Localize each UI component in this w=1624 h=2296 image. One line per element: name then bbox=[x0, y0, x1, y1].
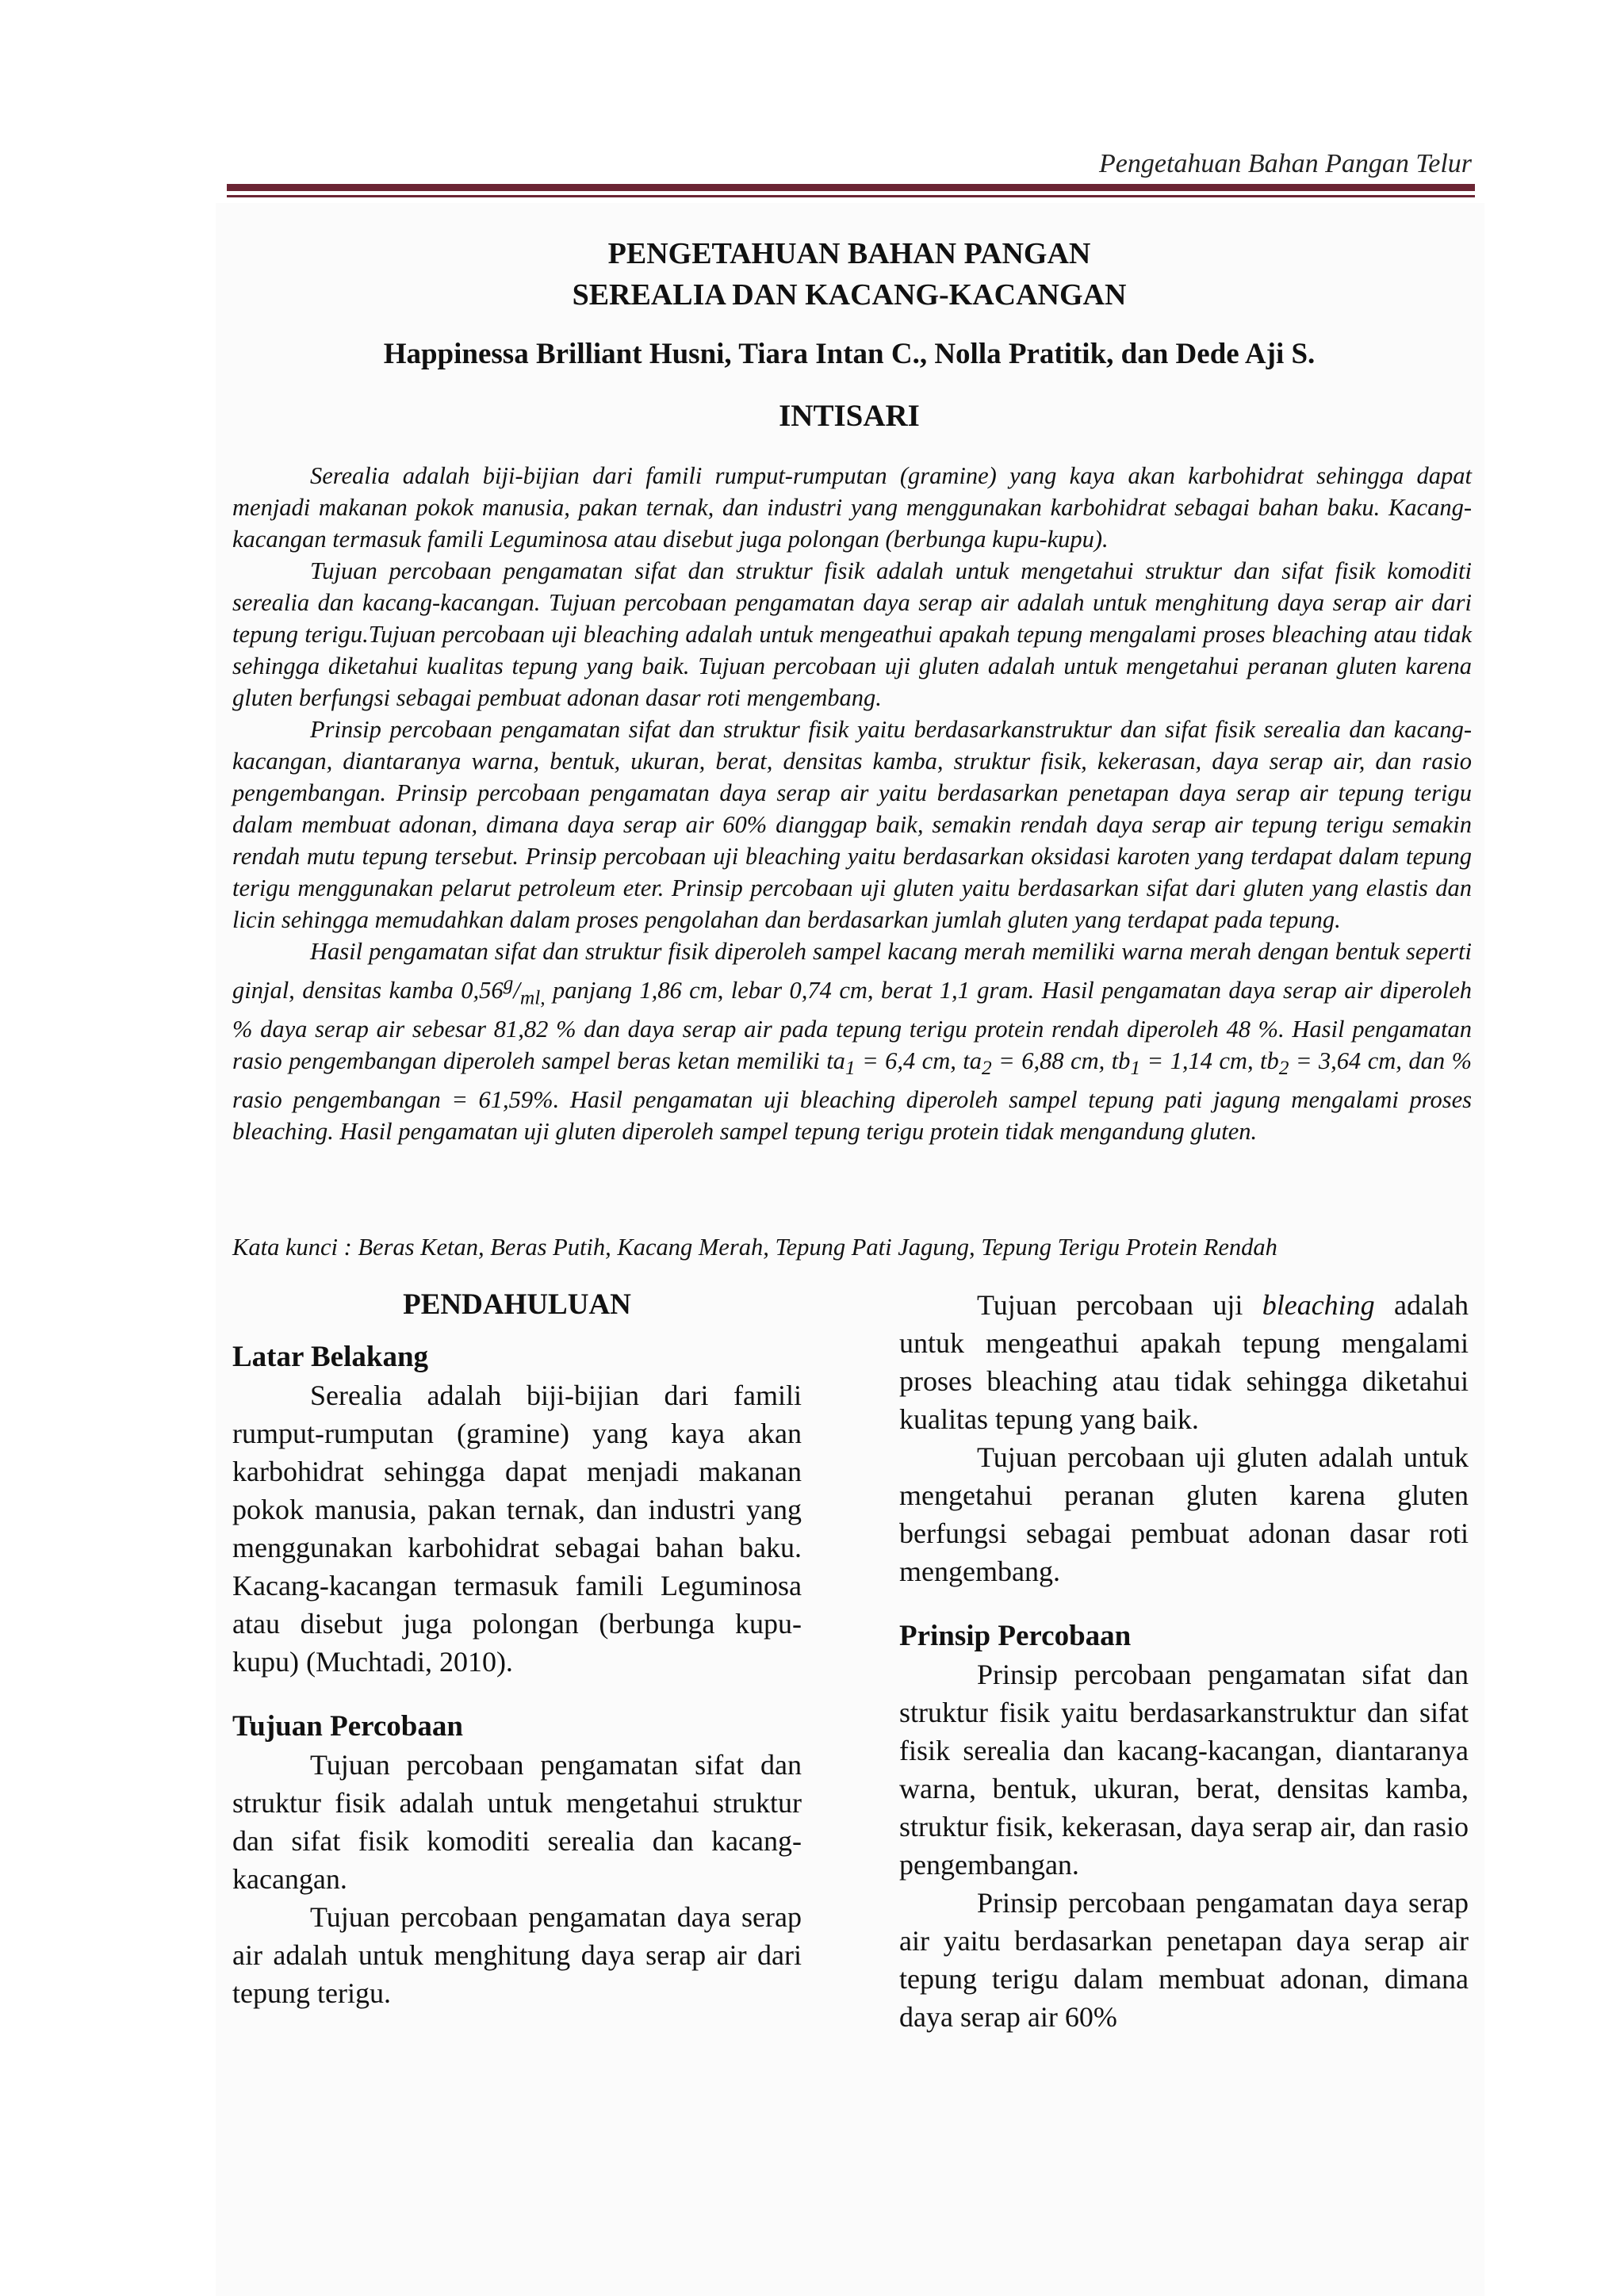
tujuan-gluten-paragraph: Tujuan percobaan uji gluten adalah untuk mengetahui peranan gluten karena gluten berfungsi sebagai pembuat adonan dasar roti mengembang. bbox=[899, 1441, 1469, 1587]
subscript: 1 bbox=[1130, 1057, 1141, 1080]
paper-title bbox=[227, 233, 1472, 316]
author-list: Happinessa Brilliant Husni, Tiara Intan C., Nolla Pratitik, dan Dede Aji S. bbox=[383, 338, 1316, 370]
abstract-p4-part: = 6,4 cm, ta bbox=[855, 1047, 982, 1075]
subheading-latar-belakang: Latar Belakang bbox=[232, 1341, 429, 1373]
abstract-paragraph-3: Prinsip percobaan pengamatan sifat dan struktur fisik yaitu berdasarkanstruktur dan sifat fisik serealia dan kacang-kacangan, diantaranya warna, bentuk, ukuran, berat, densitas kamba, struktur fisik, kekerasan, daya serap air, dan rasio pengembangan. Prinsip percobaan pengamatan daya serap air yaitu berdasarkan penetapan daya serap air tepung terigu dalam membuat adonan, dimana daya serap air 60% dianggap baik, semakin rendah daya serap air tepung terigu semakin rendah mutu tepung tersebut. Prinsip percobaan uji bleaching yaitu berdasarkan oksidasi karoten yang terdapat dalam tepung terigu menggunakan pelarut petroleum eter. Prinsip percobaan uji gluten yaitu berdasarkan sifat dari gluten yang elastis dan licin sehingga memudahkan dalam proses pengolahan dan berdasarkan jumlah gluten yang terdapat pada tepung. bbox=[232, 716, 1472, 933]
unit-subscript: ml, bbox=[519, 986, 546, 1009]
unit-superscript: g bbox=[503, 972, 514, 994]
header-rule-thin bbox=[227, 195, 1475, 197]
abstract-paragraph-1: Serealia adalah biji-bijian dari famili rumput-rumputan (gramine) yang kaya akan karbohidrat sehingga dapat menjadi makanan pokok manusia, pakan ternak, dan industri yang menggunakan karbohidrat sebagai bahan baku. Kacang-kacangan termasuk famili Leguminosa atau disebut juga polongan (berbunga kupu-kupu). bbox=[232, 462, 1472, 553]
keywords: Kata kunci : Beras Ketan, Beras Putih, Kacang Merah, Tepung Pati Jagung, Tepung Terigu Protein Rendah bbox=[232, 1234, 1277, 1261]
abstract-body bbox=[232, 460, 1472, 1147]
latar-belakang-paragraph: Serealia adalah biji-bijian dari famili rumput-rumputan (gramine) yang kaya akan karbohidrat sehingga dapat menjadi makanan pokok manusia, pakan ternak, dan industri yang menggunakan karbohidrat sebagai bahan baku. Kacang-kacangan termasuk famili Leguminosa atau disebut juga polongan (berbunga kupu-kupu) (Muchtadi, 2010). bbox=[232, 1380, 802, 1678]
abstract-p4-part: panjang 1,86 cm, lebar 0,74 cm, berat 1,1 gram. Hasil pengamatan daya serap air diperoleh % daya serap air sebesar 81,82 % dan daya serap air pada tepung terigu protein rendah diperoleh 48 %. Hasil pengamatan rasio pengembangan diperoleh sampel beras ketan memiliki ta bbox=[232, 977, 1472, 1075]
subscript: 1 bbox=[845, 1057, 856, 1080]
running-header: Pengetahuan Bahan Pangan Telur bbox=[1099, 149, 1472, 178]
tujuan-paragraph-1: Tujuan percobaan pengamatan sifat dan struktur fisik adalah untuk mengetahui struktur dan sifat fisik komoditi serealia dan kacang-kacangan. bbox=[232, 1749, 802, 1895]
bleaching-text: adalah untuk mengeathui apakah tepung mengalami proses bleaching atau tidak sehingga diketahui kualitas tepung yang baik. bbox=[899, 1289, 1469, 1435]
subscript: 2 bbox=[1278, 1057, 1289, 1080]
abstract-p4-part: = 3,64 cm, dan % rasio pengembangan = 61,59%. Hasil pengamatan uji bleaching diperoleh sampel tepung pati jagung mengalami proses bleaching. Hasil pengamatan uji gluten diperoleh sampel tepung terigu protein tidak mengandung gluten. bbox=[232, 1047, 1472, 1146]
abstract-p4-part: Hasil pengamatan sifat dan struktur fisik diperoleh sampel kacang merah memiliki warna merah dengan bentuk seperti ginjal, densitas kamba 0,56 bbox=[232, 938, 1472, 1004]
tujuan-bleaching-paragraph bbox=[899, 1286, 1469, 1438]
header-rule-thick bbox=[227, 184, 1475, 191]
title-line-1: PENGETAHUAN BAHAN PANGAN bbox=[607, 237, 1091, 270]
right-column bbox=[899, 1286, 1469, 2036]
spacer bbox=[899, 1590, 1469, 1617]
title-line-2: SEREALIA DAN KACANG-KACANGAN bbox=[572, 278, 1127, 312]
tujuan-paragraph-2: Tujuan percobaan pengamatan daya serap air adalah untuk menghitung daya serap air dari tepung terigu. bbox=[232, 1901, 802, 2009]
subscript: 2 bbox=[982, 1057, 992, 1080]
abstract-p4-part: = 1,14 cm, tb bbox=[1140, 1047, 1279, 1075]
left-column bbox=[232, 1286, 802, 2012]
subheading-tujuan-percobaan: Tujuan Percobaan bbox=[232, 1710, 463, 1743]
abstract-heading: INTISARI bbox=[779, 399, 920, 433]
spacer bbox=[232, 1324, 802, 1338]
prinsip-paragraph-1: Prinsip percobaan pengamatan sifat dan struktur fisik yaitu berdasarkanstruktur dan sifat fisik serealia dan kacang-kacangan, diantaranya warna, bentuk, ukuran, berat, densitas kamba, struktur fisik, kekerasan, daya serap air, dan rasio pengembangan. bbox=[899, 1659, 1469, 1881]
subheading-prinsip-percobaan: Prinsip Percobaan bbox=[899, 1620, 1132, 1652]
abstract-paragraph-4 bbox=[232, 936, 1472, 1147]
bleaching-text: Tujuan percobaan uji bbox=[977, 1289, 1262, 1321]
abstract-paragraph-2: Tujuan percobaan pengamatan sifat dan struktur fisik adalah untuk mengetahui struktur dan sifat fisik komoditi serealia dan kacang-kacangan. Tujuan percobaan pengamatan daya serap air adalah untuk menghitung daya serap air dari tepung terigu.Tujuan percobaan uji bleaching adalah untuk mengeathui apakah tepung mengalami proses bleaching atau tidak sehingga diketahui kualitas tepung yang baik. Tujuan percobaan uji gluten adalah untuk mengetahui peranan gluten karena gluten berfungsi sebagai pembuat adonan dasar roti mengembang. bbox=[232, 557, 1472, 711]
prinsip-paragraph-2: Prinsip percobaan pengamatan daya serap air yaitu berdasarkan penetapan daya serap air tepung terigu dalam membuat adonan, dimana daya serap air 60% bbox=[899, 1887, 1469, 2033]
unit-slash: / bbox=[513, 977, 520, 1004]
section-heading-pendahuluan: PENDAHULUAN bbox=[403, 1288, 631, 1321]
abstract-p4-part: = 6,88 cm, tb bbox=[991, 1047, 1131, 1075]
spacer bbox=[232, 1681, 802, 1708]
bleaching-italic: bleaching bbox=[1262, 1289, 1375, 1321]
